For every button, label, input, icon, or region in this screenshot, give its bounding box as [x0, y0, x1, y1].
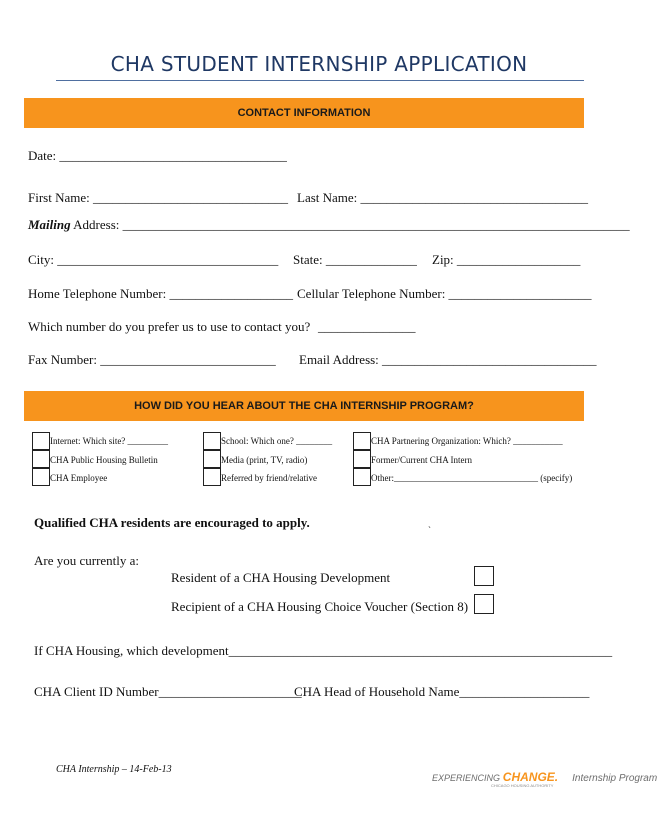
- email-address-field[interactable]: Email Address: _________________________________: [299, 352, 597, 367]
- footer-date: CHA Internship – 14-Feb-13: [56, 764, 172, 775]
- internet-option-label: Internet: Which site? _________: [50, 436, 169, 446]
- preferred-number-question: Which number do you prefer us to use to contact you?: [28, 319, 311, 334]
- state-field[interactable]: State: ______________: [293, 252, 417, 267]
- internet-checkbox[interactable]: [32, 432, 50, 450]
- cellular-telephone-field[interactable]: Cellular Telephone Number: ______________________: [297, 286, 592, 301]
- client-id-field[interactable]: CHA Client ID Number______________________: [34, 684, 302, 699]
- last-name-field[interactable]: Last Name: ___________________________________: [297, 190, 589, 205]
- resident-checkbox[interactable]: [474, 566, 494, 586]
- contact-information-bar: [24, 98, 584, 128]
- partnering-organization-checkbox[interactable]: [353, 432, 371, 450]
- mailing-label: Mailing: [28, 217, 71, 232]
- city-field[interactable]: City: __________________________________: [28, 252, 279, 267]
- public-housing-bulletin-label: CHA Public Housing Bulletin: [50, 455, 158, 465]
- resident-option-label: Resident of a CHA Housing Development: [171, 570, 391, 585]
- page-title: CHA STUDENT INTERNSHIP APPLICATION: [110, 52, 528, 76]
- experiencing-change-logo: [432, 770, 657, 788]
- referred-friend-label: Referred by friend/relative: [221, 473, 317, 483]
- media-option-label: Media (print, TV, radio): [221, 455, 308, 465]
- voucher-checkbox[interactable]: [474, 594, 494, 614]
- fax-number-field[interactable]: Fax Number: ___________________________: [28, 352, 276, 367]
- voucher-option-label: Recipient of a CHA Housing Choice Voucher (Section 8): [171, 599, 469, 614]
- date-field[interactable]: Date: ___________________________________: [28, 148, 287, 163]
- cha-employee-label: CHA Employee: [50, 473, 108, 483]
- home-telephone-field[interactable]: Home Telephone Number: ___________________: [28, 286, 293, 301]
- partnering-organization-label: CHA Partnering Organization: Which? ___________: [371, 436, 563, 446]
- head-of-household-field[interactable]: CHA Head of Household Name____________________: [294, 684, 590, 699]
- former-intern-label: Former/Current CHA Intern: [371, 455, 472, 465]
- title-underline: [56, 80, 584, 81]
- logo-program-text: Internship Program: [572, 773, 657, 784]
- logo-tagline: CHICAGO HOUSING AUTHORITY: [491, 783, 554, 788]
- logo-change-text: CHANGE.: [502, 770, 559, 784]
- preferred-number-field[interactable]: _______________: [318, 319, 416, 334]
- mailing-address-blank: Address: ______________________________________________________________________________: [70, 217, 630, 232]
- other-source-label: Other:________________________________ (specify): [371, 473, 573, 483]
- contact-information-heading: CONTACT INFORMATION: [237, 107, 371, 119]
- first-name-field[interactable]: First Name: ______________________________: [28, 190, 288, 205]
- media-checkbox[interactable]: [203, 450, 221, 468]
- public-housing-bulletin-checkbox[interactable]: [32, 450, 50, 468]
- stray-mark: `: [428, 525, 431, 535]
- referral-source-bar: [24, 391, 584, 421]
- currently-a-question: Are you currently a:: [34, 553, 140, 568]
- referred-friend-checkbox[interactable]: [203, 468, 221, 486]
- zip-field[interactable]: Zip: ___________________: [432, 252, 581, 267]
- cha-employee-checkbox[interactable]: [32, 468, 50, 486]
- school-checkbox[interactable]: [203, 432, 221, 450]
- residents-encouraged-note: Qualified CHA residents are encouraged to apply.: [34, 515, 310, 530]
- referral-source-heading: HOW DID YOU HEAR ABOUT THE CHA INTERNSHIP PROGRAM?: [134, 400, 474, 412]
- former-intern-checkbox[interactable]: [353, 450, 371, 468]
- development-field[interactable]: If CHA Housing, which development___________________________________________________________: [34, 643, 613, 658]
- other-source-checkbox[interactable]: [353, 468, 371, 486]
- school-option-label: School: Which one? ________: [221, 436, 333, 446]
- mailing-address-field[interactable]: [28, 217, 630, 233]
- logo-experiencing-text: EXPERIENCING: [432, 773, 501, 783]
